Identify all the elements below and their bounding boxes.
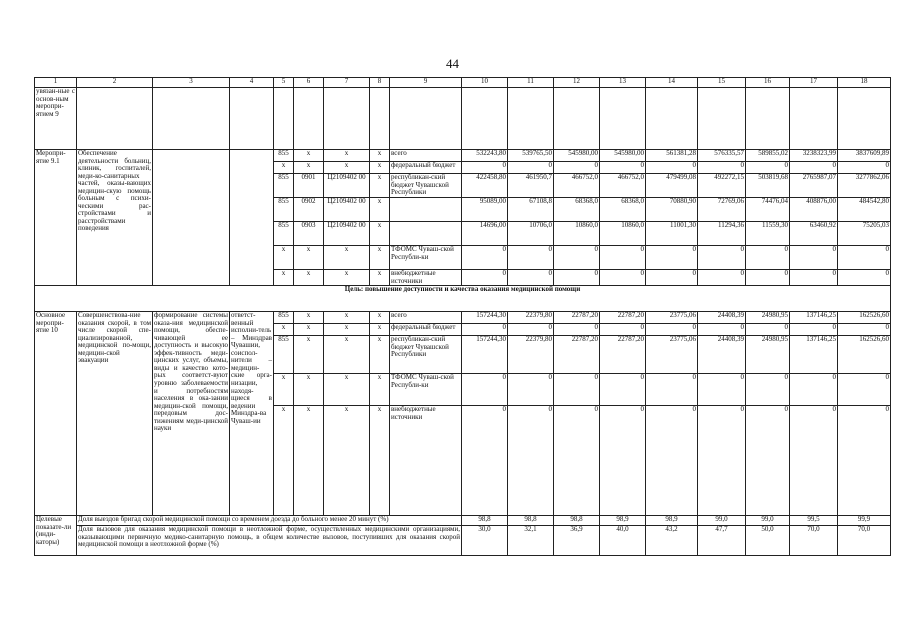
value-cell: 0: [698, 406, 746, 516]
value-cell: 72769,06: [698, 198, 746, 222]
indicator-value: 70,0: [838, 526, 891, 556]
value-cell: 0: [746, 324, 790, 336]
code-cell: x: [324, 312, 370, 324]
value-cell: 0: [600, 406, 646, 516]
funding-source: всего: [390, 150, 462, 162]
event-label: Основное меропри-ятие 10: [35, 312, 77, 516]
header-row: [35, 78, 891, 88]
value-cell: 0: [838, 270, 891, 286]
value-cell: 162526,60: [838, 336, 891, 374]
indicator-value: 99,0: [746, 516, 790, 526]
value-cell: 162526,60: [838, 312, 891, 324]
code-cell: x: [370, 324, 390, 336]
funding-source: федеральный бюджет: [390, 324, 462, 336]
value-cell: 11294,36: [698, 222, 746, 246]
value-cell: 0: [790, 270, 838, 286]
empty-cell: [554, 88, 600, 150]
value-cell: 539765,50: [508, 150, 554, 162]
code-cell: x: [370, 336, 390, 374]
value-cell: 22787,20: [554, 336, 600, 374]
empty-cell: [698, 88, 746, 150]
value-cell: 0: [746, 270, 790, 286]
value-cell: 22379,80: [508, 336, 554, 374]
value-cell: 10860,0: [600, 222, 646, 246]
funding-source: ТФОМС Чуваш-ской Республи-ки: [390, 374, 462, 406]
funding-row: [35, 312, 891, 324]
value-cell: 466752,0: [600, 174, 646, 198]
value-cell: 0: [838, 162, 891, 174]
funding-source: внебюджетные источники: [390, 270, 462, 286]
value-cell: 408876,00: [790, 198, 838, 222]
value-cell: 75205,03: [838, 222, 891, 246]
value-cell: 576335,57: [698, 150, 746, 162]
empty-cell: [838, 88, 891, 150]
empty-cell: [153, 88, 230, 150]
value-cell: 0: [698, 374, 746, 406]
column-number: 6: [294, 78, 324, 88]
code-cell: 0902: [294, 198, 324, 222]
value-cell: 0: [462, 324, 508, 336]
value-cell: 74476,04: [746, 198, 790, 222]
value-cell: 0: [646, 324, 698, 336]
code-cell: x: [324, 324, 370, 336]
value-cell: 0: [746, 246, 790, 270]
value-cell: 545980,00: [554, 150, 600, 162]
value-cell: 561381,28: [646, 150, 698, 162]
value-cell: 137146,25: [790, 336, 838, 374]
column-number: 10: [462, 78, 508, 88]
value-cell: 0: [554, 246, 600, 270]
value-cell: 0: [698, 270, 746, 286]
code-cell: x: [294, 270, 324, 286]
column-number: 8: [370, 78, 390, 88]
empty-cell: [390, 88, 462, 150]
column-number: 7: [324, 78, 370, 88]
indicators-label: Целевые показате-ли (инди-каторы): [35, 516, 77, 556]
goal-heading: Цель: повышение доступности и качества оказания медицинской помощи: [35, 286, 891, 312]
value-cell: 503819,68: [746, 174, 790, 198]
value-cell: 0: [790, 246, 838, 270]
code-cell: 855: [274, 198, 294, 222]
column-number: 4: [230, 78, 274, 88]
code-cell: x: [274, 324, 294, 336]
indicator-text: Доля вызовов для оказания медицинской помощи в неотложной форме, осуществленных медицинскими организациями, оказывающими первичную медико-санитарную помощь, в общем количестве вызовов, поступивших для оказания скорой медицинской помощи в неотложной форме (%): [77, 526, 462, 556]
value-cell: 0: [462, 374, 508, 406]
indicator-value: 98,8: [508, 516, 554, 526]
code-cell: x: [324, 270, 370, 286]
value-cell: 0: [646, 374, 698, 406]
value-cell: 0: [600, 246, 646, 270]
column-number: 3: [153, 78, 230, 88]
value-cell: 3277862,06: [838, 174, 891, 198]
code-cell: x: [370, 312, 390, 324]
code-cell: 855: [274, 336, 294, 374]
indicator-value: 70,0: [790, 526, 838, 556]
value-cell: 0: [554, 374, 600, 406]
value-cell: 0: [554, 270, 600, 286]
value-cell: 63460,92: [790, 222, 838, 246]
code-cell: 0903: [294, 222, 324, 246]
code-cell: Ц2109402 00: [324, 222, 370, 246]
indicator-value: 36,9: [554, 526, 600, 556]
value-cell: 545980,00: [600, 150, 646, 162]
value-cell: 24980,95: [746, 312, 790, 324]
value-cell: 0: [600, 162, 646, 174]
value-cell: 0: [508, 324, 554, 336]
indicator-value: 40,0: [600, 526, 646, 556]
value-cell: 589855,02: [746, 150, 790, 162]
empty-cell: [746, 88, 790, 150]
value-cell: 0: [554, 406, 600, 516]
value-cell: 23775,06: [646, 312, 698, 324]
code-cell: x: [274, 162, 294, 174]
indicator-value: 98,8: [462, 516, 508, 526]
code-cell: x: [370, 174, 390, 198]
code-cell: x: [324, 374, 370, 406]
code-cell: Ц2109402 00: [324, 198, 370, 222]
empty-cell: [646, 88, 698, 150]
code-cell: x: [370, 406, 390, 516]
value-cell: 0: [698, 162, 746, 174]
empty-cell: [790, 88, 838, 150]
code-cell: x: [370, 162, 390, 174]
code-cell: x: [324, 150, 370, 162]
indicator-value: 98,9: [600, 516, 646, 526]
column-number: 16: [746, 78, 790, 88]
value-cell: 0: [462, 162, 508, 174]
value-cell: 157244,30: [462, 336, 508, 374]
value-cell: 3837609,89: [838, 150, 891, 162]
value-cell: 0: [646, 406, 698, 516]
value-cell: 137146,25: [790, 312, 838, 324]
value-cell: 0: [508, 374, 554, 406]
indicator-value: 43,2: [646, 526, 698, 556]
empty-cell: [77, 88, 153, 150]
value-cell: 0: [554, 324, 600, 336]
value-cell: 0: [790, 162, 838, 174]
continuation-row: [35, 88, 891, 150]
value-cell: 95089,00: [462, 198, 508, 222]
indicator-row: [35, 526, 891, 556]
indicator-value: 98,8: [554, 516, 600, 526]
goal-row: [35, 286, 891, 312]
column-number: 18: [838, 78, 891, 88]
value-cell: 24408,39: [698, 312, 746, 324]
code-cell: x: [274, 270, 294, 286]
value-cell: 0: [790, 374, 838, 406]
empty-cell: [274, 88, 294, 150]
code-cell: x: [370, 246, 390, 270]
value-cell: 0: [838, 246, 891, 270]
value-cell: 70880,90: [646, 198, 698, 222]
empty-cell: [508, 88, 554, 150]
funding-source: федеральный бюджет: [390, 162, 462, 174]
column-number: 12: [554, 78, 600, 88]
code-cell: x: [294, 374, 324, 406]
column-number: 17: [790, 78, 838, 88]
code-cell: x: [294, 324, 324, 336]
value-cell: 0: [646, 162, 698, 174]
indicator-value: 99,9: [838, 516, 891, 526]
value-cell: 0: [600, 270, 646, 286]
funding-row: [35, 150, 891, 162]
value-cell: 0: [508, 162, 554, 174]
indicator-value: 98,9: [646, 516, 698, 526]
value-cell: 24980,95: [746, 336, 790, 374]
empty-cell: [230, 88, 274, 150]
value-cell: 466752,0: [554, 174, 600, 198]
column-number: 15: [698, 78, 746, 88]
column-number: 14: [646, 78, 698, 88]
value-cell: 0: [508, 270, 554, 286]
indicator-value: 99,5: [790, 516, 838, 526]
value-cell: 461950,7: [508, 174, 554, 198]
code-cell: x: [294, 312, 324, 324]
value-cell: 68368,0: [600, 198, 646, 222]
event-label: увязан-ные с основ-ным меропри-ятием 9: [35, 88, 77, 150]
value-cell: 0: [790, 324, 838, 336]
code-cell: 855: [274, 174, 294, 198]
value-cell: 22787,20: [600, 312, 646, 324]
column-number: 1: [35, 78, 77, 88]
value-cell: 479499,08: [646, 174, 698, 198]
empty-cell: [294, 88, 324, 150]
value-cell: 0: [508, 406, 554, 516]
program-table: [34, 77, 891, 556]
code-cell: x: [294, 336, 324, 374]
code-cell: x: [274, 406, 294, 516]
empty-cell: [462, 88, 508, 150]
value-cell: 0: [600, 324, 646, 336]
funding-source: [390, 198, 462, 222]
code-cell: x: [294, 406, 324, 516]
code-cell: x: [324, 336, 370, 374]
code-cell: x: [274, 246, 294, 270]
value-cell: 23775,06: [646, 336, 698, 374]
event-description: Обеспечение деятельности больниц, клиник, госпиталей, меди-ко-санитарных частей, оказы-вающих медицин-скую помощь больным с психи-ческими рас-стройствами и расстройствами поведения: [77, 150, 153, 286]
funding-source: всего: [390, 312, 462, 324]
value-cell: 68368,0: [554, 198, 600, 222]
event-label: Меропри-ятие 9.1: [35, 150, 77, 286]
code-cell: x: [294, 246, 324, 270]
value-cell: 11559,30: [746, 222, 790, 246]
code-cell: x: [294, 150, 324, 162]
value-cell: 24408,39: [698, 336, 746, 374]
value-cell: 0: [746, 374, 790, 406]
code-cell: x: [324, 246, 370, 270]
indicator-value: 50,0: [746, 526, 790, 556]
empty-cell: [324, 88, 370, 150]
empty-cell: [600, 88, 646, 150]
value-cell: 10860,0: [554, 222, 600, 246]
code-cell: x: [370, 270, 390, 286]
code-cell: x: [370, 374, 390, 406]
value-cell: 0: [698, 246, 746, 270]
value-cell: 422458,80: [462, 174, 508, 198]
value-cell: 484542,80: [838, 198, 891, 222]
value-cell: 492272,15: [698, 174, 746, 198]
value-cell: 0: [462, 406, 508, 516]
event-description: Совершенствова-ние оказания скорой, в том числе скорой спе-циализированной, медицинской по-мощи, медицин-ской эвакуации: [77, 312, 153, 516]
funding-source: ТФОМС Чуваш-ской Республи-ки: [390, 246, 462, 270]
empty-cell: [153, 150, 230, 286]
empty-cell: [230, 150, 274, 286]
code-cell: 855: [274, 222, 294, 246]
value-cell: 0: [838, 374, 891, 406]
indicator-value: 47,7: [698, 526, 746, 556]
code-cell: x: [274, 374, 294, 406]
funding-source: [390, 222, 462, 246]
code-cell: Ц2109402 00: [324, 174, 370, 198]
value-cell: 0: [508, 246, 554, 270]
code-cell: x: [370, 150, 390, 162]
value-cell: 0: [746, 406, 790, 516]
value-cell: 157244,30: [462, 312, 508, 324]
code-cell: x: [370, 198, 390, 222]
funding-source: внебюджетные источники: [390, 406, 462, 516]
value-cell: 0: [790, 406, 838, 516]
code-cell: x: [324, 162, 370, 174]
value-cell: 22787,20: [600, 336, 646, 374]
value-cell: 0: [698, 324, 746, 336]
page-number: 44: [446, 56, 459, 71]
code-cell: 855: [274, 150, 294, 162]
indicator-text: Доля выездов бригад скорой медицинской помощи со временем доезда до больного менее 20 минут (%): [77, 516, 462, 526]
indicator-value: 99,0: [698, 516, 746, 526]
value-cell: 3238323,99: [790, 150, 838, 162]
value-cell: 0: [462, 270, 508, 286]
empty-cell: [370, 88, 390, 150]
code-cell: x: [370, 222, 390, 246]
value-cell: 0: [462, 246, 508, 270]
code-cell: 0901: [294, 174, 324, 198]
column-number: 13: [600, 78, 646, 88]
value-cell: 0: [646, 246, 698, 270]
value-cell: 14696,00: [462, 222, 508, 246]
funding-source: республикан-ский бюджет Чувашской Республики: [390, 336, 462, 374]
indicator-value: 32,1: [508, 526, 554, 556]
value-cell: 0: [600, 374, 646, 406]
value-cell: 0: [838, 324, 891, 336]
value-cell: 22787,20: [554, 312, 600, 324]
value-cell: 0: [646, 270, 698, 286]
indicator-value: 30,0: [462, 526, 508, 556]
expected-result: формирование системы оказа-ния медицинской помощи, обеспе-чивающей ее доступность и высокую эффек-тивность меди-цинских услуг, объемы, виды и качество кото-рых соответст-вуют уровню заболеваемости и потребностям населения в ока-зании медицин-ской помощи, передовым дос-тижениям меди-цинской науки: [153, 312, 230, 516]
value-cell: 532243,80: [462, 150, 508, 162]
column-number: 11: [508, 78, 554, 88]
value-cell: 11001,30: [646, 222, 698, 246]
value-cell: 0: [554, 162, 600, 174]
value-cell: 0: [838, 406, 891, 516]
value-cell: 67108,8: [508, 198, 554, 222]
column-number: 9: [390, 78, 462, 88]
column-number: 5: [274, 78, 294, 88]
value-cell: 2765987,07: [790, 174, 838, 198]
value-cell: 22379,80: [508, 312, 554, 324]
funding-source: республикан-ский бюджет Чувашской Республики: [390, 174, 462, 198]
indicator-row: [35, 516, 891, 526]
value-cell: 0: [746, 162, 790, 174]
code-cell: x: [324, 406, 370, 516]
code-cell: x: [294, 162, 324, 174]
value-cell: 10706,0: [508, 222, 554, 246]
column-number: 2: [77, 78, 153, 88]
responsible-executor: ответст-венный исполни-тель – Минздрав Чувашии, соиспол-нители – медицин-ские орга-низации, находя-щиеся в ведении Минздра-ва Чуваш-ии: [230, 312, 274, 516]
code-cell: 855: [274, 312, 294, 324]
